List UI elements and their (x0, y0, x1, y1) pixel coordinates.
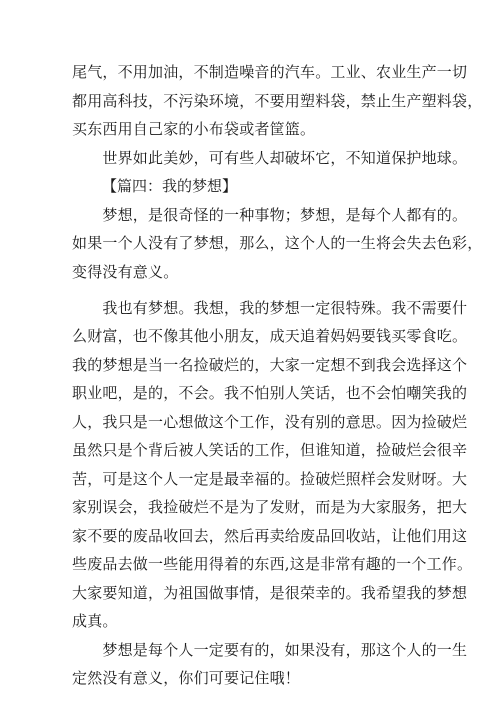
text-line: 世界如此美妙，可有些人却破坏它，不知道保护地球。 (72, 149, 468, 167)
text-line: 定然没有意义，你们可要记住哦！ (72, 669, 301, 687)
text-line: 我也有梦想。我想，我的梦想一定很特殊。我不需要什 (72, 299, 468, 317)
text-line: 家不要的废品收回去，然后再卖给废品回收站，让他们用这 (72, 527, 468, 545)
text-line: 梦想是每个人一定要有的，如果没有，那这个人的一生 (72, 641, 468, 659)
text-line: 买东西用自己家的小布袋或者筐篮。 (72, 120, 316, 138)
text-line: 家别误会，我捡破烂不是为了发财，而是为大家服务，把大 (72, 498, 468, 516)
section-heading: 【篇四：我的梦想】 (102, 177, 238, 195)
text-line: 我的梦想是当一名捡破烂的，大家一定想不到我会选择这个 (72, 356, 468, 374)
text-line: 么财富，也不像其他小朋友，成天追着妈妈要钱买零食吃。 (72, 327, 468, 345)
text-line: 梦想，是很奇怪的一种事物；梦想，是每个人都有的。 (72, 206, 468, 224)
text-line: 如果一个人没有了梦想，那么，这个人的一生将会失去色彩， (72, 234, 483, 252)
text-line: 变得没有意义。 (72, 263, 179, 281)
text-line: 尾气，不用加油，不制造噪音的汽车。工业、农业生产一切 (72, 63, 468, 81)
text-line: 大家要知道，为祖国做事情，是很荣幸的。我希望我的梦想 (72, 584, 468, 602)
text-line: 职业吧，是的，不会。我不怕别人笑话，也不会怕嘲笑我的 (72, 384, 468, 402)
text-line: 些废品去做一些能用得着的东西,这是非常有趣的一个工作。 (72, 555, 473, 573)
text-line: 苦，可是这个人一定是最幸福的。捡破烂照样会发财呀。大 (72, 470, 468, 488)
text-line: 虽然只是个背后被人笑话的工作，但谁知道，捡破烂会很辛 (72, 441, 468, 459)
text-line: 成真。 (72, 612, 118, 630)
text-line: 都用高科技，不污染环境，不要用塑料袋，禁止生产塑料袋， (72, 92, 483, 110)
text-line: 人，我只是一心想做这个工作，没有别的意思。因为捡破烂 (72, 413, 468, 431)
